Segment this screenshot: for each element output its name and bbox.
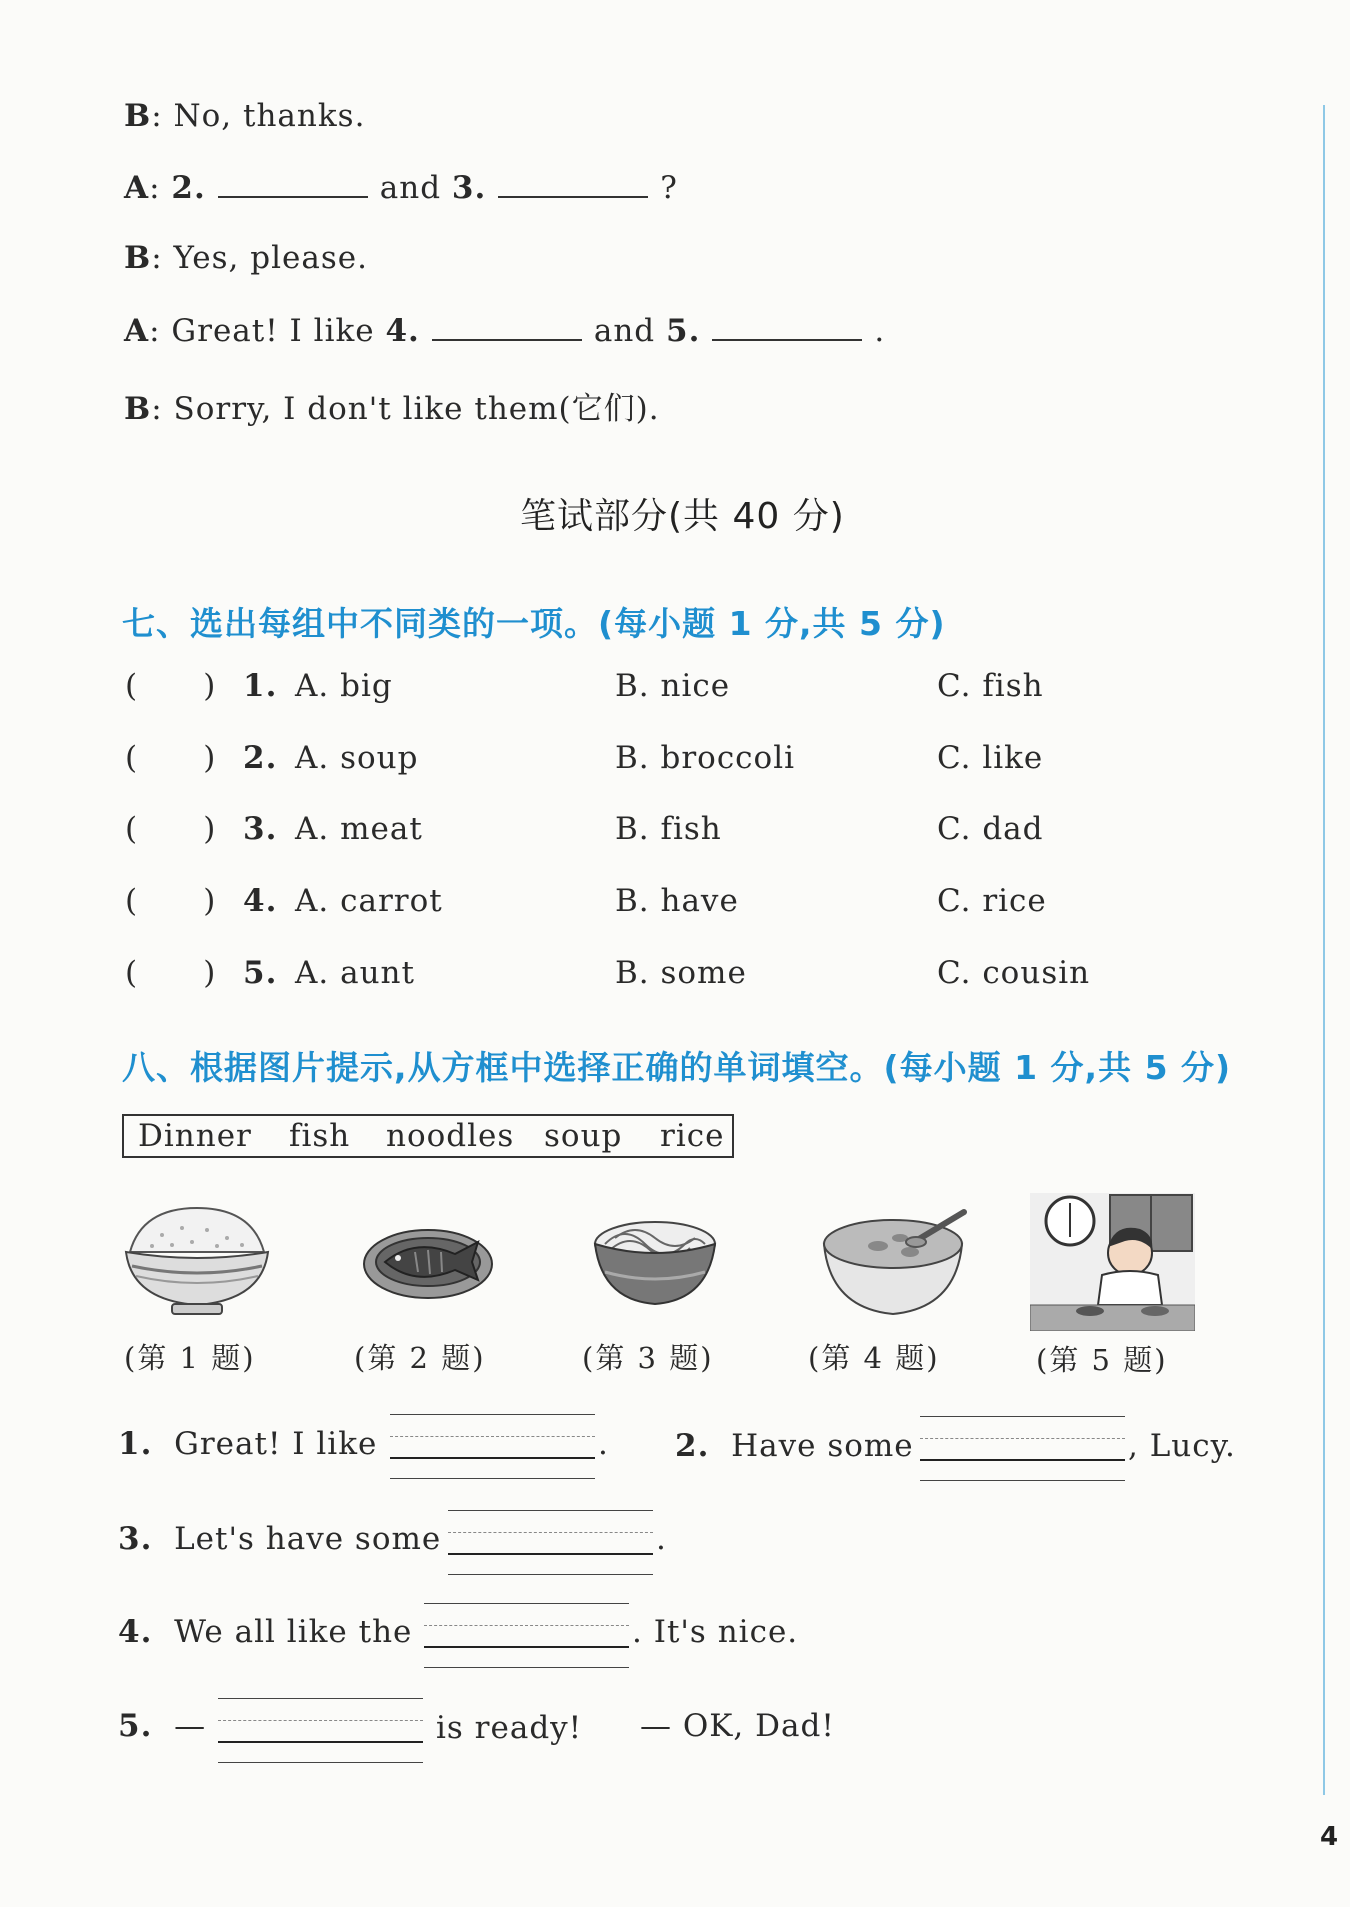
dialogue-text: and	[593, 313, 656, 349]
sentence-text: Let's have some	[174, 1521, 442, 1557]
punctuation: , Lucy.	[1128, 1428, 1236, 1464]
question-number: 4.	[243, 883, 278, 919]
dialogue-line-1: B: No, thanks.	[124, 98, 366, 134]
sentence-number: 2.	[675, 1428, 710, 1464]
sentence-text: is ready!	[436, 1710, 583, 1746]
word-bank-item: Dinner	[138, 1118, 252, 1154]
sentence-number: 4.	[118, 1614, 153, 1650]
option-b: B. fish	[615, 811, 722, 847]
picture-caption: (第 5 题)	[1036, 1343, 1168, 1377]
sentence-2	[675, 1428, 914, 1464]
sentence-text: Have some	[731, 1428, 914, 1464]
dialogue-text: Yes, please.	[173, 240, 368, 276]
option-c: C. dad	[937, 811, 1044, 847]
dialogue-text: and	[379, 170, 442, 206]
word-bank-item: rice	[660, 1118, 725, 1154]
reply-text: — OK, Dad!	[640, 1708, 835, 1744]
dialogue-line-2: A: 2. and 3. ?	[124, 170, 678, 206]
option-b: B. have	[615, 883, 739, 919]
blank-number: 4.	[385, 313, 420, 349]
blank-number: 3.	[451, 170, 487, 206]
option-a: A. aunt	[295, 955, 415, 991]
answer-blank[interactable]	[498, 188, 648, 198]
blank-number: 5.	[666, 313, 701, 349]
word-bank-box	[122, 1114, 734, 1158]
answer-blank[interactable]	[712, 331, 862, 341]
option-a: A. meat	[295, 811, 423, 847]
picture-caption: (第 3 题)	[582, 1341, 714, 1375]
speaker-label: B	[124, 240, 152, 276]
punctuation: ?	[660, 170, 678, 206]
option-c: C. like	[937, 740, 1044, 776]
answer-blank[interactable]	[432, 331, 582, 341]
sentence-number: 1.	[118, 1426, 153, 1462]
answer-bracket[interactable]: ( )	[125, 955, 217, 991]
question-number: 3.	[243, 811, 278, 847]
question-number: 5.	[243, 955, 278, 991]
sentence-1	[118, 1426, 377, 1462]
question-number: 1.	[243, 668, 278, 704]
sentence-5	[118, 1708, 206, 1744]
punctuation: .	[598, 1426, 609, 1462]
option-c: C. rice	[937, 883, 1047, 919]
dialogue-line-5: B: Sorry, I don't like them(它们).	[124, 391, 660, 427]
answer-blank[interactable]	[218, 188, 368, 198]
option-b: B. broccoli	[615, 740, 796, 776]
dinner-scene-image	[1030, 1193, 1195, 1331]
option-c: C. cousin	[937, 955, 1091, 991]
sentence-3	[118, 1521, 441, 1557]
page-margin-rule	[1323, 105, 1325, 1795]
dialogue-text: No, thanks.	[173, 98, 366, 134]
answer-bracket[interactable]: ( )	[125, 811, 217, 847]
sentence-4	[118, 1614, 412, 1650]
option-a: A. carrot	[295, 883, 443, 919]
dialogue-line-3: B: Yes, please.	[124, 240, 368, 276]
option-a: A. big	[295, 668, 393, 704]
word-bank-item: fish	[289, 1118, 351, 1154]
written-part-title: 笔试部分(共 40 分)	[520, 496, 845, 537]
page-number: 4	[1320, 1822, 1339, 1852]
option-a: A. soup	[295, 740, 419, 776]
sentence-number: 5.	[118, 1708, 153, 1744]
sentence-tail: . It's nice.	[632, 1614, 799, 1650]
option-c: C. fish	[937, 668, 1044, 704]
dialogue-text: Great! I like	[171, 313, 375, 349]
speaker-label: B	[124, 98, 152, 134]
speaker-label: B	[124, 391, 152, 427]
punctuation: .	[656, 1521, 667, 1557]
word-bank-item: soup	[544, 1118, 623, 1154]
picture-caption: (第 2 题)	[354, 1341, 486, 1375]
punctuation: .	[874, 313, 886, 349]
soup-bowl-image	[818, 1208, 968, 1318]
rice-bowl-image	[122, 1200, 272, 1320]
option-b: B. nice	[615, 668, 731, 704]
fish-plate-image	[360, 1222, 496, 1302]
speaker-label: A	[124, 170, 150, 206]
word-bank-item: noodles	[386, 1118, 515, 1154]
sentence-text: Great! I like	[174, 1426, 378, 1462]
answer-bracket[interactable]: ( )	[125, 740, 217, 776]
option-b: B. some	[615, 955, 747, 991]
noodle-bowl-image	[590, 1212, 720, 1312]
section-7-title: 七、选出每组中不同类的一项。(每小题 1 分,共 5 分)	[122, 604, 946, 643]
picture-caption: (第 1 题)	[124, 1341, 256, 1375]
question-number: 2.	[243, 740, 278, 776]
dialogue-text: Sorry, I don't like them(它们).	[173, 391, 660, 427]
dialogue-line-4: A: Great! I like 4. and 5. .	[124, 313, 886, 349]
blank-number: 2.	[171, 170, 206, 206]
sentence-number: 3.	[118, 1521, 153, 1557]
picture-caption: (第 4 题)	[808, 1341, 940, 1375]
speaker-label: A	[124, 313, 150, 349]
dash: —	[174, 1708, 207, 1744]
sentence-text: We all like the	[174, 1614, 413, 1650]
section-8-title: 八、根据图片提示,从方框中选择正确的单词填空。(每小题 1 分,共 5 分)	[122, 1048, 1232, 1087]
answer-bracket[interactable]: ( )	[125, 668, 217, 704]
answer-bracket[interactable]: ( )	[125, 883, 217, 919]
